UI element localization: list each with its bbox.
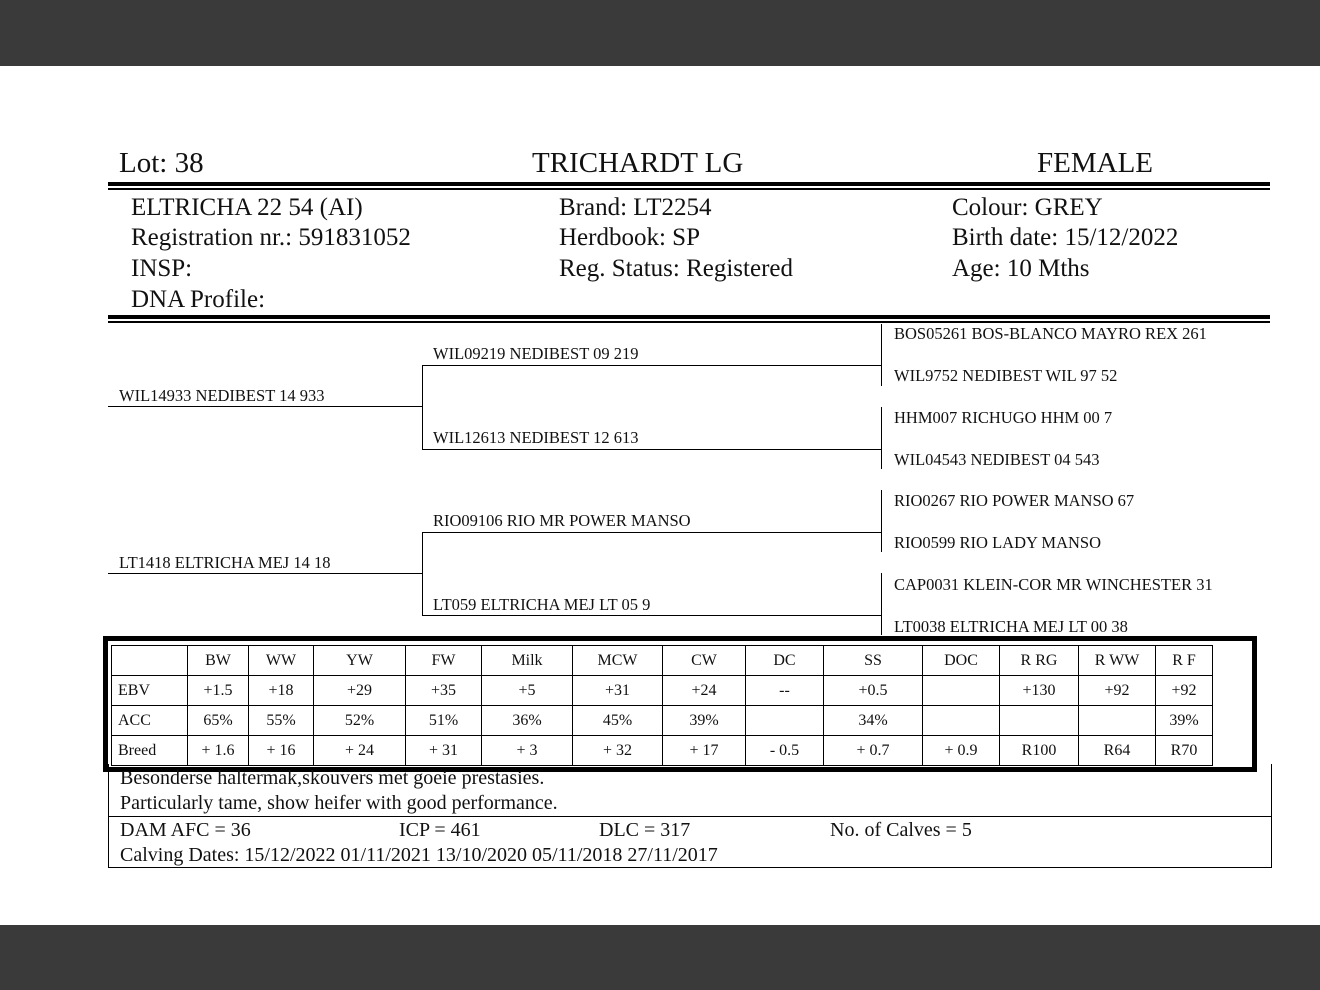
dam-icp: ICP = 461: [399, 819, 481, 841]
table-cell: +1.5: [188, 676, 249, 706]
sex-label: FEMALE: [1037, 147, 1153, 179]
performance-panel: [103, 636, 1257, 772]
table-cell: 39%: [1156, 706, 1213, 736]
owner-name: TRICHARDT LG: [532, 147, 744, 179]
table-cell: 51%: [406, 706, 482, 736]
row-label: EBV: [112, 676, 188, 706]
table-cell: [1079, 706, 1156, 736]
table-cell: R64: [1079, 736, 1156, 766]
dam-dlc: DLC = 317: [599, 819, 691, 841]
table-cell: + 24: [314, 736, 406, 766]
table-cell: +130: [1000, 676, 1079, 706]
pedigree-sire: WIL14933 NEDIBEST 14 933: [119, 386, 325, 405]
pedigree-ggp: WIL04543 NEDIBEST 04 543: [894, 450, 1100, 469]
table-cell: 45%: [573, 706, 663, 736]
table-cell: [746, 706, 824, 736]
table-cell: + 0.7: [824, 736, 923, 766]
table-cell: 39%: [663, 706, 746, 736]
table-cell: --: [746, 676, 824, 706]
pedigree-dam-dam: LT059 ELTRICHA MEJ LT 05 9: [433, 595, 651, 614]
header-cell: Milk: [482, 646, 573, 676]
colour-label: Colour: GREY: [952, 194, 1103, 221]
table-cell: 65%: [188, 706, 249, 736]
pedigree-ggp: HHM007 RICHUGO HHM 00 7: [894, 408, 1113, 427]
table-cell: +29: [314, 676, 406, 706]
header-cell: CW: [663, 646, 746, 676]
info-rule-thick: [108, 315, 1270, 319]
table-cell: R70: [1156, 736, 1213, 766]
header-cell: R F: [1156, 646, 1213, 676]
header-rule-thick: [108, 182, 1270, 186]
table-cell: R100: [1000, 736, 1079, 766]
table-cell: 34%: [824, 706, 923, 736]
calving-dates: Calving Dates: 15/12/2022 01/11/2021 13/10/2020 05/11/2018 27/11/2017: [120, 844, 718, 866]
header-cell: BW: [188, 646, 249, 676]
pedigree-dam: LT1418 ELTRICHA MEJ 14 18: [119, 553, 331, 572]
brand-label: Brand: LT2254: [559, 194, 712, 221]
lot-number: Lot: 38: [119, 147, 204, 179]
pedigree-ggp: BOS05261 BOS-BLANCO MAYRO REX 261: [894, 324, 1207, 343]
table-cell: [923, 706, 1000, 736]
table-cell: - 0.5: [746, 736, 824, 766]
performance-header-row: [112, 646, 1213, 676]
table-cell: + 16: [249, 736, 314, 766]
pedigree-sire-dam: WIL12613 NEDIBEST 12 613: [433, 428, 639, 447]
pedigree-ggp: RIO0599 RIO LADY MANSO: [894, 533, 1102, 552]
dam-calves: No. of Calves = 5: [830, 819, 972, 841]
table-cell: + 3: [482, 736, 573, 766]
reg-status-label: Reg. Status: Registered: [559, 255, 793, 282]
notes-english: Particularly tame, show heifer with good performance.: [120, 792, 558, 814]
header-cell: [112, 646, 188, 676]
top-bar: [0, 0, 1320, 66]
header-cell: DC: [746, 646, 824, 676]
performance-row-acc: [112, 706, 1213, 736]
pedigree-dam-sire: RIO09106 RIO MR POWER MANSO: [433, 511, 691, 530]
table-cell: 55%: [249, 706, 314, 736]
table-cell: +92: [1079, 676, 1156, 706]
header-cell: YW: [314, 646, 406, 676]
table-cell: [1000, 706, 1079, 736]
performance-row-breed: [112, 736, 1213, 766]
table-cell: +35: [406, 676, 482, 706]
table-cell: + 17: [663, 736, 746, 766]
dna-profile-label: DNA Profile:: [131, 286, 266, 313]
animal-name: ELTRICHA 22 54 (AI): [131, 194, 363, 221]
table-cell: +31: [573, 676, 663, 706]
herdbook-label: Herdbook: SP: [559, 224, 700, 251]
age-label: Age: 10 Mths: [952, 255, 1090, 282]
header-cell: DOC: [923, 646, 1000, 676]
birth-date-label: Birth date: 15/12/2022: [952, 224, 1179, 251]
header-rule-thin: [108, 188, 1270, 190]
pedigree-ggp: RIO0267 RIO POWER MANSO 67: [894, 491, 1135, 510]
pedigree-ggp: LT0038 ELTRICHA MEJ LT 00 38: [894, 617, 1128, 636]
registration-number: Registration nr.: 591831052: [131, 224, 411, 251]
bottom-bar: [0, 925, 1320, 990]
dam-afc: DAM AFC = 36: [120, 819, 251, 841]
pedigree-sire-sire: WIL09219 NEDIBEST 09 219: [433, 344, 639, 363]
performance-table: [111, 645, 1213, 766]
pedigree-ggp: WIL9752 NEDIBEST WIL 97 52: [894, 366, 1118, 385]
header-cell: SS: [824, 646, 923, 676]
header-cell: R RG: [1000, 646, 1079, 676]
header-cell: R WW: [1079, 646, 1156, 676]
row-label: Breed: [112, 736, 188, 766]
table-cell: +18: [249, 676, 314, 706]
notes-divider: [109, 816, 1271, 817]
table-cell: 36%: [482, 706, 573, 736]
table-cell: +24: [663, 676, 746, 706]
table-cell: [923, 676, 1000, 706]
performance-row-ebv: [112, 676, 1213, 706]
info-rule-thin: [108, 321, 1270, 323]
pedigree-ggp: CAP0031 KLEIN-COR MR WINCHESTER 31: [894, 575, 1213, 594]
row-label: ACC: [112, 706, 188, 736]
notes-panel: [108, 764, 1272, 868]
insp-label: INSP:: [131, 255, 193, 282]
table-cell: 52%: [314, 706, 406, 736]
header-cell: FW: [406, 646, 482, 676]
table-cell: + 31: [406, 736, 482, 766]
table-cell: +92: [1156, 676, 1213, 706]
notes-afrikaans: Besonderse haltermak,skouvers met goeie prestasies.: [120, 767, 545, 789]
table-cell: +0.5: [824, 676, 923, 706]
table-cell: + 0.9: [923, 736, 1000, 766]
table-cell: + 1.6: [188, 736, 249, 766]
header-cell: WW: [249, 646, 314, 676]
header-cell: MCW: [573, 646, 663, 676]
table-cell: +5: [482, 676, 573, 706]
table-cell: + 32: [573, 736, 663, 766]
